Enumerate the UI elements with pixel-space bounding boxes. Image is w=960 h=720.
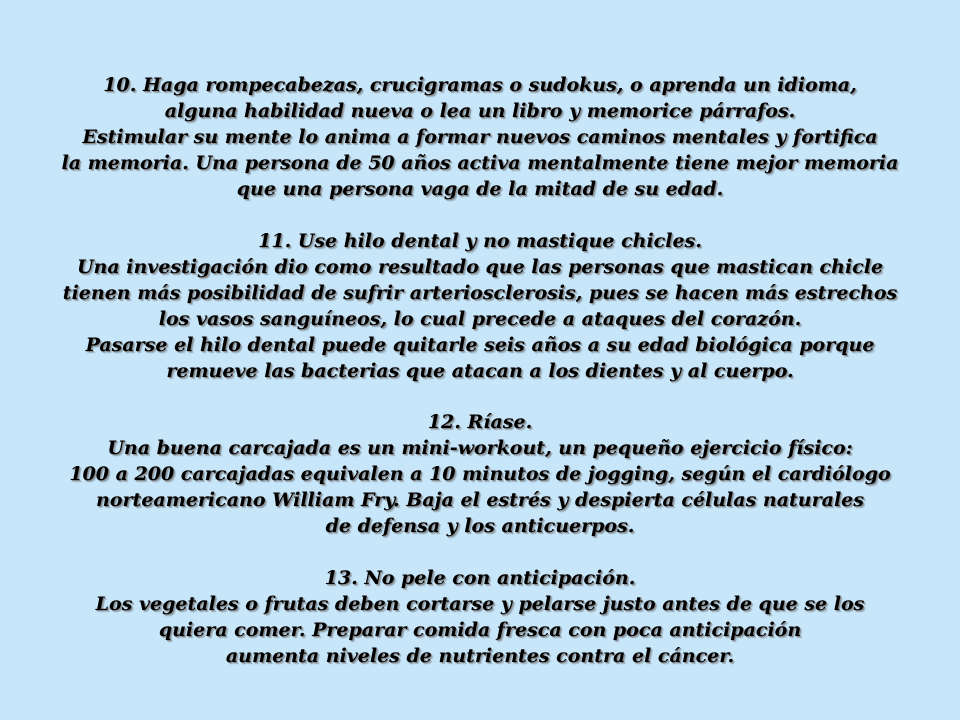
tip-11-heading: 11. Use hilo dental y no mastique chicles. [258, 229, 702, 252]
tip-11-paragraph [0, 228, 960, 384]
tip-10-line: la memoria. Una persona de 50 años activa mentalmente tiene mejor memoria [61, 152, 899, 174]
tip-13-line: Los vegetales o frutas deben cortarse y pelarse justo antes de que se los [95, 592, 865, 615]
tip-13-heading: 13. No pele con anticipación. [324, 566, 636, 589]
tip-10-line: Estimular su mente lo anima a formar nuevos caminos mentales y fortifica [82, 126, 878, 148]
tip-10-paragraph [0, 72, 960, 202]
tip-11-line: Una investigación dio como resultado que las personas que mastican chicle [76, 255, 884, 278]
tip-13-line: quiera comer. Preparar comida fresca con poca anticipación [158, 618, 802, 641]
tip-12-line: Una buena carcajada es un mini-workout, un pequeño ejercicio físico: [107, 437, 853, 459]
tip-11-line: Pasarse el hilo dental puede quitarle seis años a su edad biológica porque [85, 333, 875, 356]
tip-10-line: que una persona vaga de la mitad de su edad. [236, 178, 724, 200]
tip-12-heading: 12. Ríase. [427, 411, 533, 433]
tip-11-line: los vasos sanguíneos, lo cual precede a ataques del corazón. [158, 307, 802, 330]
tip-12-line: 100 a 200 carcajadas equivalen a 10 minutos de jogging, según el cardiólogo [69, 463, 891, 485]
slide-body-text [0, 72, 960, 694]
tip-10-heading: 10. Haga rompecabezas, crucigramas o sudokus, o aprenda un idioma, [103, 74, 857, 96]
tip-12-line: de defensa y los anticuerpos. [325, 515, 635, 537]
tip-13-paragraph [0, 565, 960, 669]
tip-11-line: remueve las bacterias que atacan a los dientes y al cuerpo. [166, 359, 794, 382]
tip-12-paragraph [0, 409, 960, 539]
tip-10-line: alguna habilidad nueva o lea un libro y memorice párrafos. [164, 100, 796, 122]
tip-12-line: norteamericano William Fry. Baja el estrés y despierta células naturales [96, 489, 864, 511]
tip-11-line: tienen más posibilidad de sufrir arteriosclerosis, pues se hacen más estrechos [62, 281, 898, 304]
tip-13-line: aumenta niveles de nutrientes contra el cáncer. [225, 644, 735, 667]
